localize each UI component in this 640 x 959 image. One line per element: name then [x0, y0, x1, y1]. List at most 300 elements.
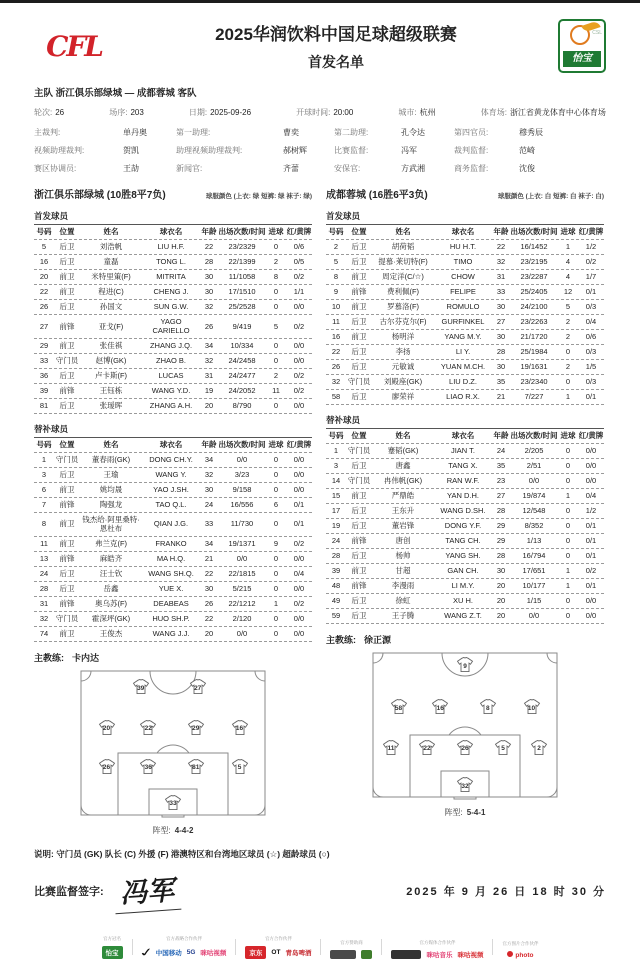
match-info-label: 开球时间: — [296, 108, 331, 117]
red-yellow-cards: 1/5 — [585, 362, 597, 372]
appearances-minutes: 21/1720 — [520, 332, 548, 342]
red-yellow-cards: 0/2 — [293, 598, 305, 608]
player-number: 17 — [331, 506, 341, 516]
player-jersey — [382, 740, 400, 756]
appearances-minutes: 25/1984 — [520, 347, 548, 357]
formation-label: 阵型: — [444, 808, 463, 817]
player-jersey — [530, 740, 548, 756]
goals: 1 — [273, 598, 279, 608]
appearances-minutes: 10/177 — [522, 581, 546, 591]
column-header: 号码 — [36, 440, 52, 450]
goals: 1 — [565, 566, 571, 576]
column-header: 位置 — [59, 440, 75, 450]
red-yellow-cards: 1/7 — [585, 272, 597, 282]
goals: 0 — [565, 536, 571, 546]
jersey-name: DONG CH.Y. — [149, 455, 193, 465]
match-info-value: 26 — [55, 108, 65, 117]
player-number: 5 — [333, 257, 339, 267]
lineup-sheet — [0, 3, 640, 959]
player-name: 唐鑫 — [395, 461, 411, 471]
player-age: 20 — [496, 581, 506, 591]
player-row — [34, 255, 312, 270]
sponsor-divider — [320, 939, 321, 955]
player-row — [34, 537, 312, 552]
player-age: 21 — [496, 392, 506, 402]
official-name: 冯军 — [401, 146, 417, 155]
column-header: 姓名 — [103, 227, 119, 237]
away-starters-table — [326, 224, 604, 405]
player-jersey — [523, 699, 541, 715]
player-row — [326, 534, 604, 549]
appearances-minutes: 22/1212 — [228, 598, 256, 608]
jersey-number: 29 — [192, 725, 200, 732]
player-jersey — [456, 657, 474, 673]
player-row — [34, 453, 312, 468]
goals: 0 — [273, 613, 279, 623]
home-formation-pitch — [78, 668, 268, 818]
red-yellow-cards: 0/0 — [293, 485, 305, 495]
player-row — [34, 513, 312, 537]
match-info-pair — [34, 107, 64, 118]
player-position: 后卫 — [59, 371, 75, 381]
red-yellow-cards: 0/0 — [293, 455, 305, 465]
jersey-name: GURFINKEL — [441, 317, 485, 327]
player-position: 后卫 — [351, 242, 367, 252]
player-age: 28 — [204, 257, 214, 267]
jersey-number: 5 — [501, 745, 505, 752]
player-number: 48 — [331, 581, 341, 591]
home-team-name: 浙江俱乐部绿城 (10胜8平7负) — [34, 190, 166, 201]
player-number: 3 — [333, 461, 339, 471]
sponsor-category-label: 官方赞助商 — [340, 939, 363, 945]
player-age: 22 — [204, 242, 214, 252]
red-yellow-cards: 0/1 — [293, 519, 305, 529]
player-row — [326, 240, 604, 255]
player-age: 26 — [204, 321, 214, 331]
appearances-minutes: 24/2100 — [520, 302, 548, 312]
player-age: 24 — [496, 446, 506, 456]
player-number: 15 — [331, 491, 341, 501]
appearances-minutes: 17/1510 — [228, 287, 256, 297]
player-row — [34, 597, 312, 612]
appearances-minutes: 0/0 — [236, 553, 248, 563]
goals: 0 — [565, 506, 571, 516]
red-yellow-cards: 0/1 — [293, 500, 305, 510]
player-name: 董岩锋 — [391, 521, 415, 531]
column-header: 位置 — [351, 227, 367, 237]
appearances-minutes: 9/419 — [232, 321, 252, 331]
player-jersey — [231, 759, 249, 775]
sponsor-logo: 京东 — [245, 946, 266, 959]
sponsor-group — [136, 935, 227, 959]
page-title: 2025华润饮料中国足球超级联赛 — [215, 25, 457, 44]
player-age: 33 — [204, 519, 214, 529]
column-header: 出场次数/时间 — [510, 431, 558, 441]
player-position: 前锋 — [59, 553, 75, 563]
jersey-name: TAO Q.L. — [155, 500, 187, 510]
player-row — [326, 315, 604, 330]
red-yellow-cards: 0/1 — [585, 287, 597, 297]
column-header: 进球 — [268, 440, 284, 450]
match-info-pair — [481, 107, 606, 118]
player-position: 前卫 — [59, 485, 75, 495]
photo-dot-icon — [507, 951, 513, 957]
appearances-minutes: 22/1815 — [228, 568, 256, 578]
jersey-name: ZHANG A.H. — [149, 401, 193, 411]
goals: 0 — [565, 461, 571, 471]
match-info-row — [34, 107, 606, 118]
sponsor-logo: 中国移动 — [155, 949, 182, 957]
official-label: 商务监督: — [454, 164, 489, 173]
official-name: 齐蕾 — [283, 164, 299, 173]
player-row — [34, 399, 312, 414]
player-age: 23 — [496, 476, 506, 486]
column-header: 年龄 — [493, 431, 509, 441]
player-number: 9 — [333, 287, 339, 297]
column-header: 号码 — [328, 227, 344, 237]
red-yellow-cards: 0/0 — [293, 628, 305, 638]
appearances-minutes: 2/205 — [524, 446, 544, 456]
sponsor-divider — [132, 939, 133, 955]
player-number: 24 — [39, 568, 49, 578]
player-position: 后卫 — [351, 506, 367, 516]
player-row — [34, 384, 312, 399]
player-row — [326, 345, 604, 360]
jersey-number: 58 — [394, 704, 403, 712]
player-position: 后卫 — [59, 401, 75, 411]
red-yellow-cards: 0/0 — [585, 611, 597, 621]
player-age: 31 — [496, 272, 506, 282]
player-name: 王俊杰 — [99, 628, 123, 638]
goals: 2 — [273, 371, 279, 381]
sponsor-logo — [361, 950, 372, 959]
jersey-number: 22 — [423, 745, 431, 752]
player-row — [326, 285, 604, 300]
player-jersey — [132, 679, 150, 695]
sponsor-logos-row — [102, 946, 123, 959]
player-row — [326, 255, 604, 270]
player-number: 49 — [331, 596, 341, 606]
player-age: 33 — [496, 287, 506, 297]
match-info-value: 2025-09-26 — [210, 108, 252, 117]
red-yellow-cards: 0/2 — [585, 566, 597, 576]
player-position: 前锋 — [351, 287, 367, 297]
jersey-name: GAN CH. — [447, 566, 479, 576]
player-name: 霍深坪(GK) — [91, 613, 131, 623]
home-team-header — [34, 186, 312, 201]
match-info-pair — [398, 107, 435, 118]
appearances-minutes: 0/0 — [528, 611, 540, 621]
player-number: 32 — [39, 613, 49, 623]
player-age: 22 — [204, 568, 214, 578]
away-team-column — [326, 186, 604, 836]
player-name: 廖荣祥 — [391, 392, 415, 402]
goals: 0 — [273, 356, 279, 366]
jersey-number: 5 — [237, 764, 242, 771]
player-number: 22 — [331, 347, 341, 357]
player-row — [326, 564, 604, 579]
jersey-name: WANG J.J. — [152, 628, 190, 638]
home-formation-label — [153, 825, 194, 836]
match-info-value: 杭州 — [419, 108, 436, 117]
player-name: 李漫雨 — [391, 581, 415, 591]
player-number: 16 — [331, 332, 341, 342]
jersey-number: 26 — [461, 745, 469, 752]
player-age: 28 — [496, 551, 506, 561]
player-name: 杨帅 — [395, 551, 411, 561]
goals: 0 — [273, 568, 279, 578]
column-header: 进球 — [560, 431, 576, 441]
red-yellow-cards: 0/1 — [585, 521, 597, 531]
red-yellow-cards: 0/3 — [585, 347, 597, 357]
player-number: 59 — [331, 611, 341, 621]
player-jersey — [231, 720, 249, 736]
sponsor-logos-row — [136, 945, 227, 959]
player-age: 31 — [204, 371, 214, 381]
appearances-minutes: 7/227 — [524, 392, 544, 402]
goals: 1 — [565, 581, 571, 591]
red-yellow-cards: 0/4 — [585, 491, 597, 501]
away-coach-line — [326, 633, 604, 646]
red-yellow-cards: 1/1 — [293, 287, 305, 297]
official-name: 单丹奥 — [123, 128, 147, 137]
official-label: 第二助理: — [334, 128, 369, 137]
red-yellow-cards: 0/2 — [293, 371, 305, 381]
player-jersey — [418, 740, 436, 756]
appearances-minutes: 23/2329 — [228, 242, 256, 252]
goals: 0 — [565, 611, 571, 621]
player-position: 后卫 — [59, 470, 75, 480]
red-yellow-cards: 0/0 — [293, 341, 305, 351]
supervisor-signature: 冯军 — [112, 867, 181, 914]
jersey-name: LIU D.Z. — [449, 377, 477, 387]
formation-label: 阵型: — [152, 825, 171, 835]
official-name: 孔令达 — [401, 128, 425, 137]
player-position: 前锋 — [351, 581, 367, 591]
player-age: 34 — [204, 538, 214, 548]
header — [34, 19, 606, 73]
sponsor-category-label: 官方合作伙伴 — [264, 935, 292, 941]
goals: 0 — [565, 476, 571, 486]
table-header-row — [34, 224, 312, 240]
sponsor-footer — [34, 936, 606, 959]
official-label: 安保官: — [334, 164, 361, 173]
column-header: 年龄 — [201, 440, 217, 450]
player-row — [34, 354, 312, 369]
player-name: 岳鑫 — [103, 583, 119, 593]
player-jersey — [189, 679, 207, 695]
match-info-value: 203 — [130, 108, 144, 117]
player-number: 14 — [331, 476, 341, 486]
jersey-name: CHOW — [451, 272, 475, 282]
appearances-minutes: 25/2405 — [520, 287, 548, 297]
player-number: 26 — [331, 362, 341, 372]
goals: 0 — [565, 347, 571, 357]
team-columns — [34, 186, 606, 836]
jersey-number: 32 — [461, 782, 469, 790]
player-name: 孙国文 — [99, 302, 123, 312]
player-age: 30 — [496, 302, 506, 312]
jersey-number: 22 — [144, 725, 152, 732]
red-yellow-cards: 0/0 — [293, 583, 305, 593]
appearances-minutes: 10/334 — [230, 341, 254, 351]
player-name: 徐虹 — [395, 596, 411, 606]
player-position: 守门员 — [347, 377, 371, 387]
player-jersey — [187, 720, 205, 736]
home-team-column — [34, 186, 312, 836]
jersey-name: YAO J.SH. — [153, 485, 189, 495]
away-coach-name: 徐正源 — [364, 635, 392, 645]
player-row — [34, 300, 312, 315]
player-row — [326, 474, 604, 489]
column-header: 位置 — [59, 227, 75, 237]
official-label: 主裁判: — [34, 128, 61, 137]
appearances-minutes: 8/352 — [524, 521, 544, 531]
jersey-name: LUCAS — [158, 371, 184, 381]
player-name: 元敏诚 — [391, 362, 415, 372]
home-kit-colors: 球服颜色 (上衣: 绿 短裤: 绿 袜子: 绿) — [205, 193, 312, 200]
player-row — [326, 300, 604, 315]
player-name: 费利佩(F) — [386, 287, 420, 297]
goals: 12 — [563, 287, 573, 297]
player-number: 8 — [333, 272, 339, 282]
official-label: 视频助理裁判: — [34, 146, 85, 155]
player-name: 蹇韬(GK) — [387, 446, 419, 456]
appearances-minutes: 12/548 — [522, 506, 546, 516]
player-position: 后卫 — [351, 461, 367, 471]
goals: 2 — [565, 317, 571, 327]
player-row — [34, 567, 312, 582]
jersey-number: 9 — [463, 662, 467, 670]
jersey-name: LIU H.F. — [157, 242, 185, 252]
player-jersey — [456, 777, 474, 793]
player-position: 后卫 — [351, 596, 367, 606]
jersey-number: 33 — [169, 800, 177, 807]
official-name: 穆秀辰 — [519, 128, 543, 137]
player-row — [34, 483, 312, 498]
player-name: 赵博(GK) — [95, 356, 127, 366]
jersey-name: HUO SH.P. — [152, 613, 190, 623]
goals: 0 — [565, 551, 571, 561]
sponsor-logo: 咪咕视频 — [200, 949, 227, 957]
appearances-minutes: 19/874 — [522, 491, 546, 501]
player-name: 唐创 — [395, 536, 411, 546]
player-row — [326, 489, 604, 504]
player-age: 28 — [496, 347, 506, 357]
match-info-pair — [296, 107, 353, 118]
away-formation-value: 5-4-1 — [466, 808, 486, 817]
player-number: 39 — [331, 566, 341, 576]
red-yellow-cards: 0/2 — [293, 538, 305, 548]
player-number: 36 — [39, 371, 49, 381]
goals: 8 — [273, 272, 279, 282]
goals: 0 — [273, 401, 279, 411]
red-yellow-cards: 0/0 — [585, 596, 597, 606]
player-age: 32 — [204, 356, 214, 366]
player-number: 32 — [331, 377, 341, 387]
jersey-name: YUE X. — [158, 583, 184, 593]
red-yellow-cards: 0/0 — [293, 401, 305, 411]
match-info-value: 20:00 — [333, 108, 354, 117]
red-yellow-cards: 0/4 — [585, 317, 597, 327]
jersey-number: 16 — [235, 725, 244, 732]
red-yellow-cards: 0/2 — [293, 386, 305, 396]
player-name: 张瑷晖 — [99, 401, 123, 411]
goals: 1 — [565, 242, 571, 252]
jersey-name: WANG D.SH. — [440, 506, 486, 516]
jersey-name: TIMO — [453, 257, 473, 267]
player-row — [326, 375, 604, 390]
jersey-name: WANG SH.Q. — [148, 568, 194, 578]
player-position: 守门员 — [347, 476, 371, 486]
home-coach-label: 主教练: — [34, 652, 64, 663]
player-row — [34, 612, 312, 627]
column-header: 年龄 — [201, 227, 217, 237]
player-number: 6 — [41, 485, 47, 495]
appearances-minutes: 19/1631 — [520, 362, 548, 372]
player-row — [326, 360, 604, 375]
player-age: 32 — [496, 257, 506, 267]
player-age: 30 — [204, 485, 214, 495]
sponsor-category-label: 官方战略合作伙伴 — [165, 935, 202, 941]
player-position: 前卫 — [351, 491, 367, 501]
appearances-minutes: 0/0 — [236, 628, 248, 638]
player-number: 24 — [331, 536, 341, 546]
player-number: 28 — [39, 583, 49, 593]
sponsor-logos-row — [507, 951, 533, 959]
jersey-number: 10 — [527, 704, 536, 712]
home-formation-value: 4-4-2 — [174, 825, 194, 835]
player-age: 20 — [496, 596, 506, 606]
appearances-minutes: 11/730 — [230, 519, 254, 529]
player-position: 前卫 — [351, 272, 367, 282]
player-row — [34, 498, 312, 513]
match-info-label: 轮次: — [34, 108, 53, 117]
player-jersey — [139, 720, 157, 736]
goals: 2 — [565, 332, 571, 342]
player-age: 30 — [496, 332, 506, 342]
column-header: 红/黄牌 — [286, 227, 312, 237]
column-header: 球衣名 — [159, 440, 183, 450]
player-row — [34, 468, 312, 483]
column-header: 姓名 — [395, 227, 411, 237]
player-row — [326, 330, 604, 345]
jersey-number: 27 — [194, 684, 202, 692]
goals: 9 — [273, 538, 279, 548]
away-formation-pitch — [370, 650, 560, 800]
red-yellow-cards: 0/0 — [293, 613, 305, 623]
jersey-name: ZHANG J.Q. — [149, 341, 193, 351]
home-subs-title: 替补球员 — [34, 423, 69, 434]
player-number: 74 — [39, 628, 49, 638]
player-age: 20 — [496, 611, 506, 621]
jersey-number: 81 — [192, 764, 200, 771]
player-position: 后卫 — [351, 611, 367, 621]
player-name: 张佳祺 — [99, 341, 123, 351]
player-name: 提慕·莱切特(F) — [378, 257, 428, 267]
signature-label: 比赛监督签字: — [34, 885, 104, 898]
red-yellow-cards: 0/0 — [293, 356, 305, 366]
appearances-minutes: 16/1452 — [520, 242, 548, 252]
csl-mark: CSL — [592, 30, 602, 36]
player-age: 29 — [496, 521, 506, 531]
red-yellow-cards: 0/6 — [585, 332, 597, 342]
jersey-number: 16 — [436, 704, 444, 712]
column-header: 出场次数/时间 — [510, 227, 558, 237]
red-yellow-cards: 0/2 — [293, 272, 305, 282]
goals: 0 — [273, 485, 279, 495]
player-position: 后卫 — [59, 302, 75, 312]
